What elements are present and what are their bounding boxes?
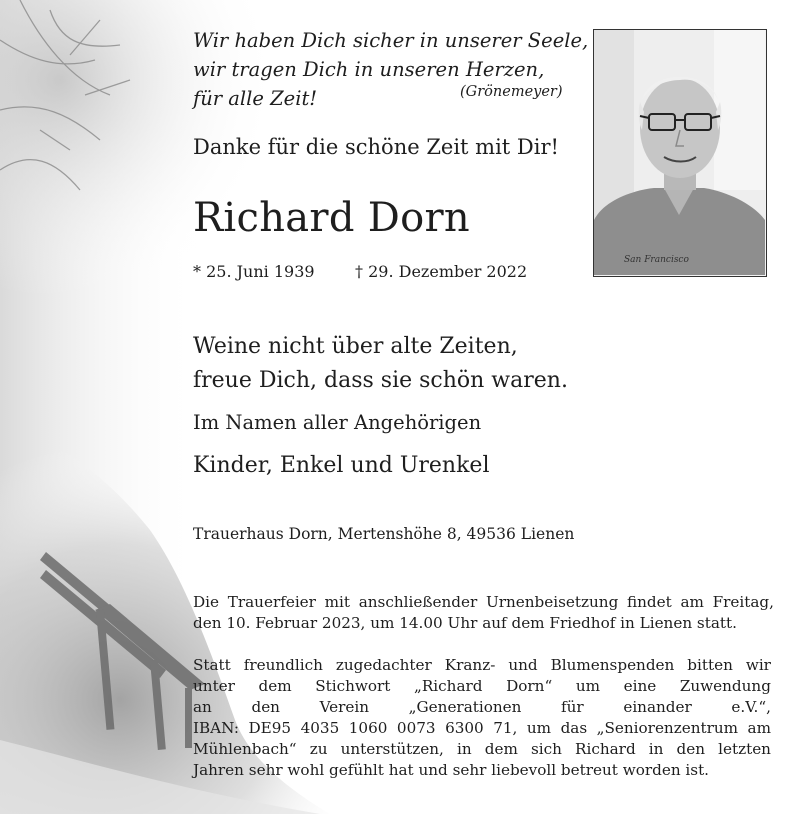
word: zu [309,740,328,758]
word: Richard [575,740,636,758]
word: Urnenbeisetzung [485,593,619,611]
word: am [680,593,704,611]
quote-attribution: (Grönemeyer) [460,84,563,100]
word: dem [484,740,518,758]
word: Trauerfeier [227,593,316,611]
word: IBAN: [193,719,239,737]
word: in [457,740,472,758]
word: Mühlenbach“ [193,740,297,758]
word: wir [745,656,771,674]
word: dem [258,677,292,695]
word: Die [193,593,220,611]
word: in [648,740,664,758]
word: unterstützen, [340,740,444,758]
quote-line: Wir haben Dich sicher in unserer Seele, [193,29,589,52]
word: freundlich [243,656,323,674]
word: e.V.“, [731,698,771,716]
mourning-house-address: Trauerhaus Dorn, Mertenshöhe 8, 49536 Lienen [193,525,575,543]
verse-line: freue Dich, dass sie schön waren. [193,368,568,393]
word: Jahren sehr wohl gefühlt hat und sehr liebevoll betreut worden ist. [193,761,710,779]
signature-intro: Im Namen aller Angehörigen [193,411,482,434]
paragraph-line [193,613,774,634]
word: findet [627,593,672,611]
verse-line: Weine nicht über alte Zeiten, [193,334,518,359]
thanks-line: Danke für die schöne Zeit mit Dir! [193,135,559,159]
word: das [560,719,588,737]
word: „Seniorenzentrum [596,719,739,737]
word: DE95 [248,719,292,737]
paragraph-line [193,739,771,760]
word: mit [324,593,351,611]
word: Zuwendung [679,677,771,695]
word: 1060 [348,719,388,737]
death-date: † 29. Dezember 2022 [355,262,528,281]
word: sich [530,740,562,758]
quote-line: wir tragen Dich in unseren Herzen, [193,58,545,81]
word: Dorn“ [506,677,553,695]
donation-paragraph [193,655,771,781]
paragraph-line [193,655,771,676]
portrait-icon [594,30,765,275]
word: den [676,740,706,758]
word: einander [623,698,692,716]
word: bitten [687,656,733,674]
word: den [251,698,280,716]
word: 6300 [445,719,484,737]
word: Statt [193,656,231,674]
word: letzten [718,740,771,758]
word: an [193,698,212,716]
word: Stichwort [315,677,391,695]
word: um [575,677,601,695]
svg-text:San Francisco: San Francisco [624,255,689,265]
paragraph-line [193,592,774,613]
birth-date: * 25. Juni 1939 [193,262,315,281]
deceased-name: Richard Dorn [193,195,470,241]
paragraph-line [193,760,771,781]
word: Kranz- [444,656,496,674]
service-paragraph [193,592,774,634]
word: Verein [319,698,370,716]
paragraph-line [193,697,771,718]
word: Blumenspenden [550,656,675,674]
quote-line: für alle Zeit! [193,87,318,110]
signature-family: Kinder, Enkel und Urenkel [193,453,490,478]
word: den 10. Februar 2023, um 14.00 Uhr auf dem Friedhof in Lienen statt. [193,614,737,632]
word: unter [193,677,235,695]
word: am [747,719,771,737]
word: und [508,656,538,674]
word: eine [623,677,657,695]
portrait-photo [593,29,767,277]
paragraph-line [193,676,771,697]
word: anschließender [358,593,478,611]
word: zugedachter [335,656,432,674]
word: um [526,719,552,737]
paragraph-line [193,718,771,739]
verse [193,330,568,398]
word: 71, [493,719,518,737]
word: 0073 [396,719,436,737]
word: „Generationen [408,698,522,716]
word: für [561,698,584,716]
word: Freitag, [712,593,774,611]
word: 4035 [300,719,340,737]
word: „Richard [414,677,483,695]
